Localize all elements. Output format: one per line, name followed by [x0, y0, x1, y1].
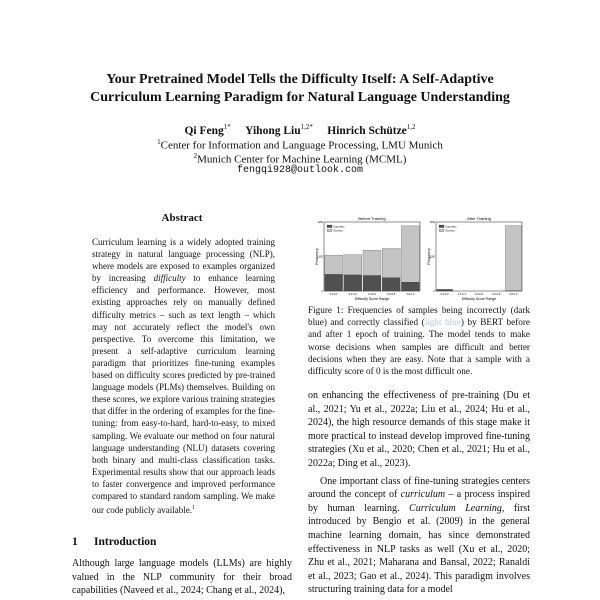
author-name: Qi Feng: [184, 124, 224, 137]
bar-correct: [505, 226, 521, 291]
abstract-part: to enhance learning efficiency and performance. However, most existing approaches rely on manually defined difficulty metrics – such as text length – which may not accurately reflect the model's own perspective. To overcome this limitation, we present a self-adaptive curriculum learning paradigm that prioritizes fine-tuning examples based on difficulty scores predicted by pre-trained language models (PLMs) themselves. Building on these scores, we explore various training strategies that differ in the ordering of examples for the fine-tuning: from easy-to-hard, hard-to-easy, to mixed sampling. We evaluate our method on four natural language understanding (NLU) datasets covering both binary and multi-class classification tasks. Experimental results show that our approach leads to faster convergence and improved performance compared to standard random sampling. We make our code publicly available.: [92, 273, 276, 516]
bar-incorrect: [437, 289, 453, 291]
y-tick-label: 1300: [429, 255, 435, 259]
bar-incorrect: [363, 276, 381, 291]
author-name: Hinrich Schütze: [327, 124, 407, 137]
x-tick-label: 0.8-1.0: [406, 293, 415, 296]
figure-caption: [308, 304, 530, 377]
bar-correct: [363, 250, 381, 275]
bar-incorrect: [382, 278, 400, 291]
legend-swatch: [327, 225, 332, 228]
author-mark: 1,2: [406, 123, 416, 131]
para-part: – a process inspired by human learning.: [308, 489, 530, 514]
y-tick-label: 2600: [429, 221, 435, 224]
bar-incorrect: [325, 274, 343, 291]
legend-label: Incorrect: [333, 224, 345, 229]
affil-mark: 1: [157, 138, 161, 146]
x-tick-label: 0.4-0.6: [474, 293, 484, 296]
y-tick-label: 0: [433, 290, 435, 293]
abstract-body: [92, 236, 275, 516]
legend-label: Incorrect: [445, 224, 457, 229]
caption-part: Figure 1: Frequencies of samples being incorrectly (dark blue) and correctly classified (: [308, 305, 530, 328]
x-tick-label: 0.2-0.4: [457, 293, 466, 296]
paper-title: [60, 71, 540, 107]
section-number: 1: [72, 536, 78, 548]
abstract-part: Curriculum learning is a widely adopted training strategy in natural language processing (NLP), where models are exposed to examples organized by increasing: [92, 237, 275, 284]
author-mark: 1,2*: [300, 123, 313, 131]
x-tick-label: 0.2-0.4: [348, 293, 357, 296]
y-tick-label: 625: [319, 255, 323, 259]
title-line-2: Curriculum Learning Paradigm for Natural Language Understanding: [90, 90, 510, 105]
panel-title: After Training: [467, 216, 491, 221]
x-axis-label: Difficulty Score Range: [354, 297, 390, 301]
para-part: One important class of fine-tuning strategies centers around the concept of: [308, 475, 530, 501]
section-heading: [72, 536, 156, 548]
legend-swatch: [439, 225, 444, 228]
right-paragraph-1: on enhancing the effectiveness of pre-training (Du et al., 2021; Yu et al., 2022a; Liu et al., 2024; Hu et al., 2024), the high resource demands of this stage make it more practical to instead develop improved fine-tuning strategies (Xu et al., 2020; Chen et al., 2021; Hu et al., 2022a; Ding et al., 2023).: [308, 390, 530, 469]
right-paragraph-2: [308, 475, 530, 597]
para-emphasis: curriculum: [400, 489, 446, 501]
para-emphasis: Curriculum Learning: [409, 502, 502, 514]
legend-swatch: [327, 229, 332, 232]
x-tick-label: 0.6-0.8: [387, 293, 396, 296]
bar-correct: [344, 255, 362, 275]
x-tick-label: 0.4-0.6: [367, 293, 377, 296]
abstract-heading: Abstract: [161, 212, 203, 224]
right-column-text: [308, 389, 530, 597]
bar-correct: [382, 248, 400, 277]
figure-1-chart: [308, 213, 530, 306]
y-tick-label: 0: [321, 290, 323, 293]
legend-swatch: [439, 229, 444, 232]
x-tick-label: 0.8-1.0: [509, 293, 518, 296]
x-axis-label: Difficulty Score Range: [461, 297, 497, 301]
bar-incorrect: [401, 282, 419, 291]
abstract-emphasis: difficulty: [153, 273, 186, 284]
para-part: , first introduced by Bengio et al. (2009) in the general machine learning domain, has since demonstrated effectiveness in NLP tasks as well (Xu et al., 2020; Zhu et al., 2021; Maharana and Bansal, 2022; Ranaldi et al., 2023; Gao et al., 2024). This paradigm involves structuring training data for a model: [308, 502, 531, 596]
affil-text: Munich Center for Machine Learning (MCML): [197, 153, 407, 166]
section-title: Introduction: [94, 536, 157, 548]
caption-part: ) by BERT before and after 1 epoch of training. The model tends to make worse decisions when samples are difficult and better decisions when they are easy. Note that a sample with a difficulty score of 0 is the most difficult one.: [308, 317, 530, 377]
y-tick-label: 1250: [317, 221, 323, 224]
author-email[interactable]: fengqi928@outlook.com: [236, 165, 364, 176]
y-axis-label: Frequency: [427, 248, 431, 265]
legend-label: Correct: [333, 228, 343, 233]
bar-correct: [325, 255, 343, 274]
x-tick-label: 0.0-0.2: [329, 293, 338, 296]
intro-paragraph: Although large language models (LLMs) are highly valued in the NLP community for their broad capabilities (Naveed et al., 2024; Chang et al., 2024),: [72, 558, 292, 597]
legend-label: Correct: [445, 228, 455, 233]
panel-title: Before Training: [358, 216, 386, 221]
affil-mark: 2: [193, 152, 198, 160]
x-tick-label: 0.6-0.8: [492, 293, 501, 296]
bar-correct: [401, 226, 419, 282]
bar-incorrect: [344, 275, 362, 291]
author-name: Yihong Liu: [245, 124, 301, 137]
x-tick-label: 0.0-0.2: [440, 293, 449, 296]
footnote-mark: 1: [191, 505, 195, 512]
caption-light-blue: light blue: [424, 317, 461, 328]
y-axis-label: Frequency: [315, 248, 319, 265]
affil-text: Center for Information and Language Processing, LMU Munich: [160, 139, 443, 152]
title-line-1: Your Pretrained Model Tells the Difficulty Itself: A Self-Adaptive: [106, 72, 494, 87]
author-mark: 1*: [223, 123, 231, 131]
